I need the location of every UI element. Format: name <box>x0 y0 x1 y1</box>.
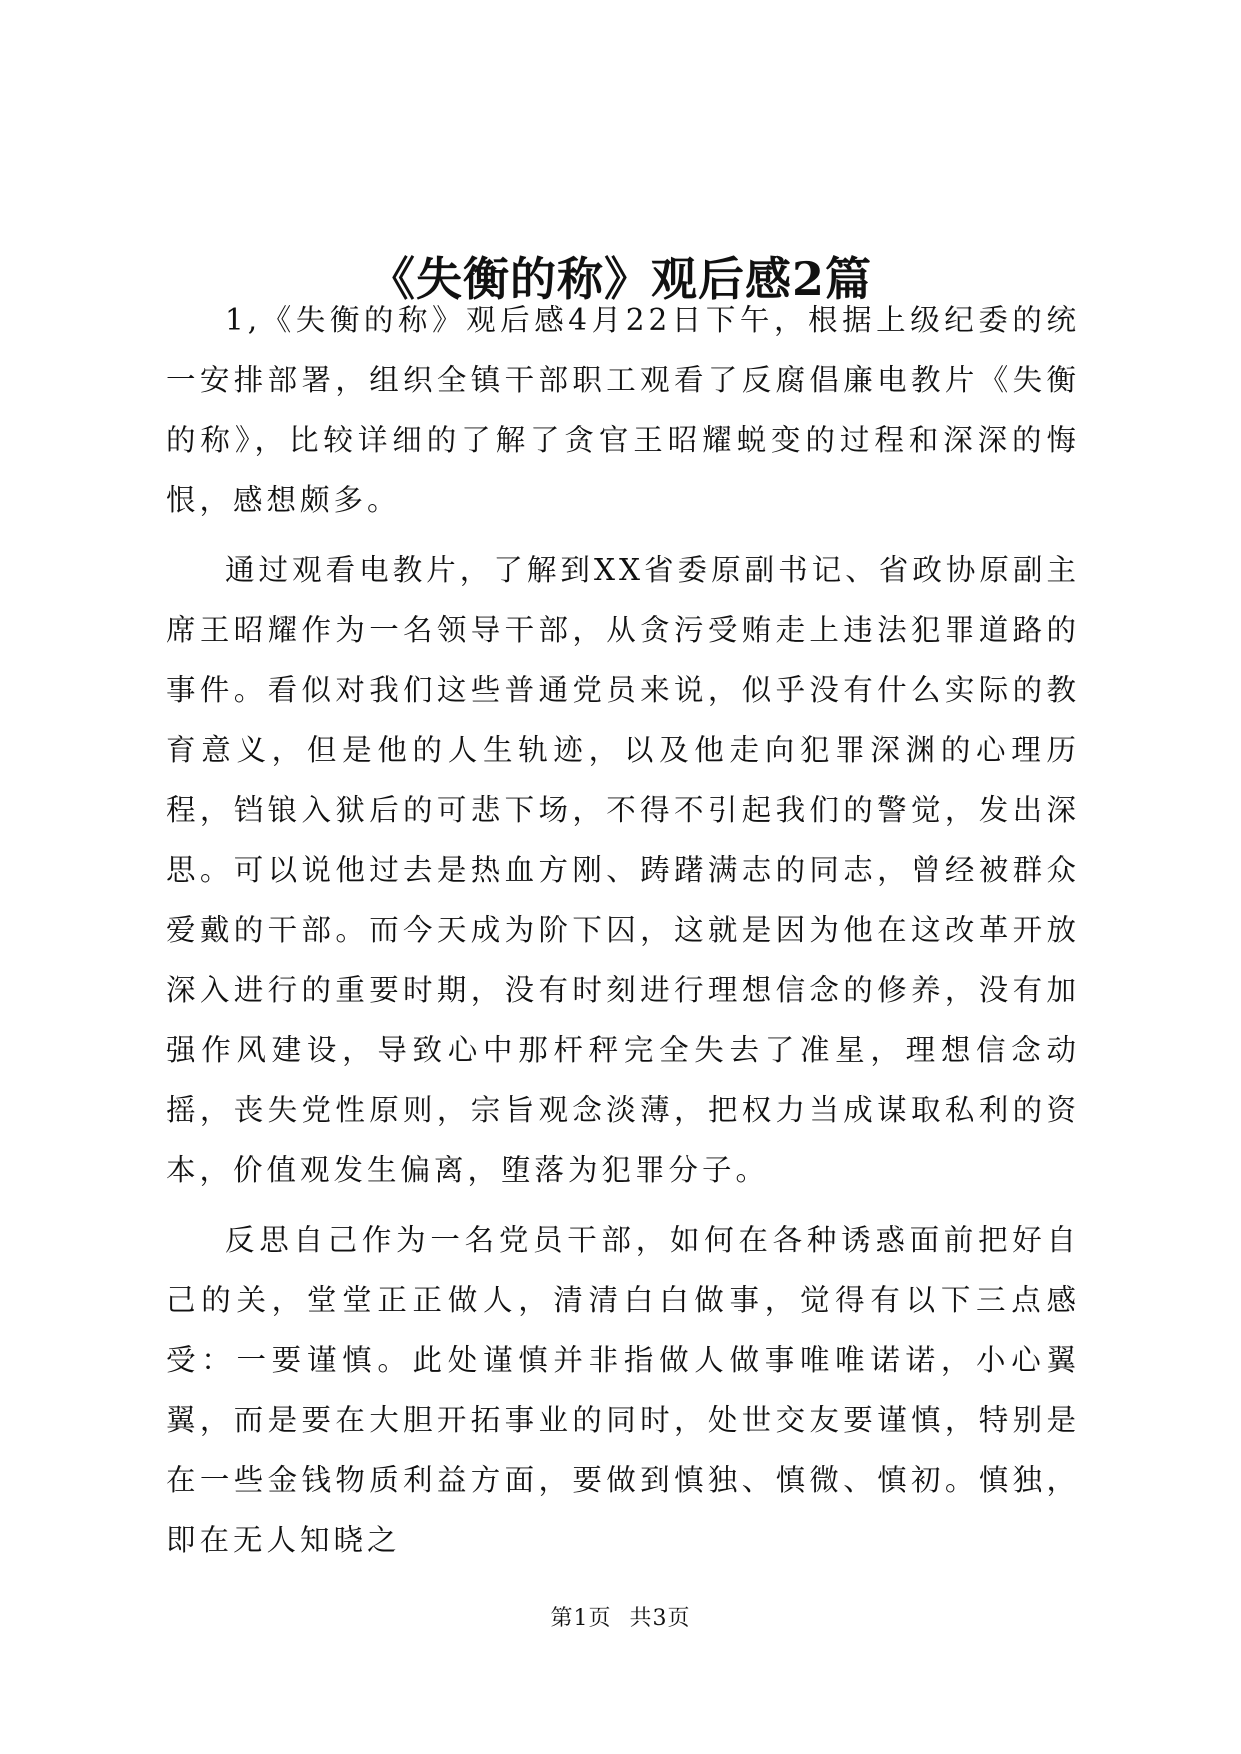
document-body <box>166 290 1080 1570</box>
paragraph-3: 反思自己作为一名党员干部，如何在各种诱惑面前把好自己的关，堂堂正正做人，清清白白做事，觉得有以下三点感受：一要谨慎。此处谨慎并非指做人做事唯唯诺诺，小心翼翼，而是要在大胆开拓事业的同时，处世交友要谨慎，特别是在一些金钱物质利益方面，要做到慎独、慎微、慎初。慎独，即在无人知晓之 <box>166 1223 1080 1557</box>
page-footer <box>0 1604 1241 1634</box>
paragraph-1: 1,《失衡的称》观后感4月22日下午，根据上级纪委的统一安排部署，组织全镇干部职工观看了反腐倡廉电教片《失衡的称》，比较详细的了解了贪官王昭耀蜕变的过程和深深的悔恨，感想颇多。 <box>166 303 1080 517</box>
page-number: 第1页 <box>550 1606 612 1631</box>
paragraph-2: 通过观看电教片，了解到XX省委原副书记、省政协原副主席王昭耀作为一名领导干部，从贪污受贿走上违法犯罪道路的事件。看似对我们这些普通党员来说，似乎没有什么实际的教育意义，但是他的人生轨迹，以及他走向犯罪深渊的心理历程，铛锒入狱后的可悲下场，不得不引起我们的警觉，发出深思。可以说他过去是热血方刚、踌躇满志的同志，曾经被群众爱戴的干部。而今天成为阶下囚，这就是因为他在这改革开放深入进行的重要时期，没有时刻进行理想信念的修养，没有加强作风建设，导致心中那杆秤完全失去了准星，理想信念动摇，丧失党性原则，宗旨观念淡薄，把权力当成谋取私利的资本，价值观发生偏离，堕落为犯罪分子。 <box>166 553 1080 1187</box>
page-total: 共3页 <box>629 1606 691 1631</box>
document-title: 《失衡的称》观后感2篇 <box>368 251 872 306</box>
